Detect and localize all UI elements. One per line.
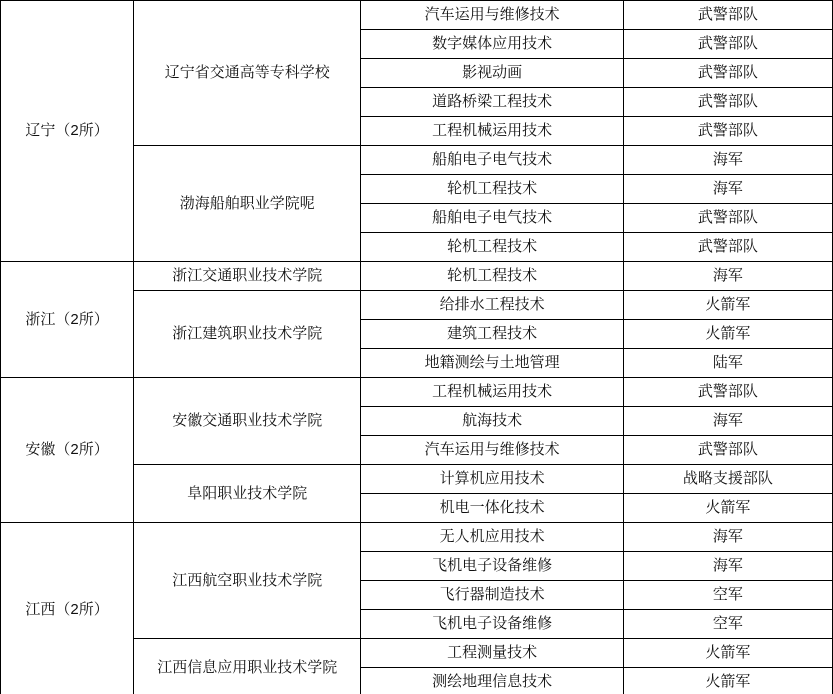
region-cell: 辽宁（2所）: [1, 1, 134, 262]
force-cell: 武警部队: [623, 436, 832, 465]
force-cell: 空军: [623, 581, 832, 610]
force-cell: 海军: [623, 407, 832, 436]
school-cell: 浙江建筑职业技术学院: [134, 291, 361, 378]
major-cell: 轮机工程技术: [361, 175, 623, 204]
force-cell: 武警部队: [623, 204, 832, 233]
major-cell: 船舶电子电气技术: [361, 204, 623, 233]
force-cell: 武警部队: [623, 59, 832, 88]
table-row: [1, 1, 833, 30]
major-cell: 飞机电子设备维修: [361, 610, 623, 639]
table-row: [1, 523, 833, 552]
major-cell: 无人机应用技术: [361, 523, 623, 552]
region-cell: 安徽（2所）: [1, 378, 134, 523]
major-cell: 船舶电子电气技术: [361, 146, 623, 175]
major-cell: 工程测量技术: [361, 639, 623, 668]
force-cell: 海军: [623, 262, 832, 291]
major-cell: 地籍测绘与土地管理: [361, 349, 623, 378]
force-cell: 火箭军: [623, 668, 832, 694]
force-cell: 海军: [623, 175, 832, 204]
force-cell: 战略支援部队: [623, 465, 832, 494]
force-cell: 武警部队: [623, 30, 832, 59]
school-cell: 江西航空职业技术学院: [134, 523, 361, 639]
table-row: [1, 378, 833, 407]
major-cell: 道路桥梁工程技术: [361, 88, 623, 117]
force-cell: 空军: [623, 610, 832, 639]
major-cell: 飞行器制造技术: [361, 581, 623, 610]
force-cell: 陆军: [623, 349, 832, 378]
school-cell: 渤海船舶职业学院呢: [134, 146, 361, 262]
major-cell: 机电一体化技术: [361, 494, 623, 523]
major-cell: 轮机工程技术: [361, 233, 623, 262]
school-cell: 安徽交通职业技术学院: [134, 378, 361, 465]
major-cell: 汽车运用与维修技术: [361, 436, 623, 465]
major-cell: 工程机械运用技术: [361, 117, 623, 146]
force-cell: 海军: [623, 552, 832, 581]
major-cell: 工程机械运用技术: [361, 378, 623, 407]
major-cell: 数字媒体应用技术: [361, 30, 623, 59]
school-cell: 阜阳职业技术学院: [134, 465, 361, 523]
region-cell: 江西（2所）: [1, 523, 134, 694]
region-cell: 浙江（2所）: [1, 262, 134, 378]
major-cell: 给排水工程技术: [361, 291, 623, 320]
school-cell: 浙江交通职业技术学院: [134, 262, 361, 291]
force-cell: 火箭军: [623, 320, 832, 349]
major-cell: 轮机工程技术: [361, 262, 623, 291]
school-cell: 江西信息应用职业技术学院: [134, 639, 361, 694]
force-cell: 海军: [623, 146, 832, 175]
force-cell: 武警部队: [623, 88, 832, 117]
major-cell: 汽车运用与维修技术: [361, 1, 623, 30]
major-cell: 计算机应用技术: [361, 465, 623, 494]
major-cell: 飞机电子设备维修: [361, 552, 623, 581]
major-cell: 航海技术: [361, 407, 623, 436]
force-cell: 武警部队: [623, 1, 832, 30]
school-cell: 辽宁省交通高等专科学校: [134, 1, 361, 146]
force-cell: 火箭军: [623, 639, 832, 668]
major-cell: 影视动画: [361, 59, 623, 88]
major-cell: 建筑工程技术: [361, 320, 623, 349]
force-cell: 武警部队: [623, 233, 832, 262]
major-cell: 测绘地理信息技术: [361, 668, 623, 694]
force-cell: 火箭军: [623, 291, 832, 320]
force-cell: 海军: [623, 523, 832, 552]
table-row: [1, 262, 833, 291]
force-cell: 火箭军: [623, 494, 832, 523]
force-cell: 武警部队: [623, 378, 832, 407]
force-cell: 武警部队: [623, 117, 832, 146]
